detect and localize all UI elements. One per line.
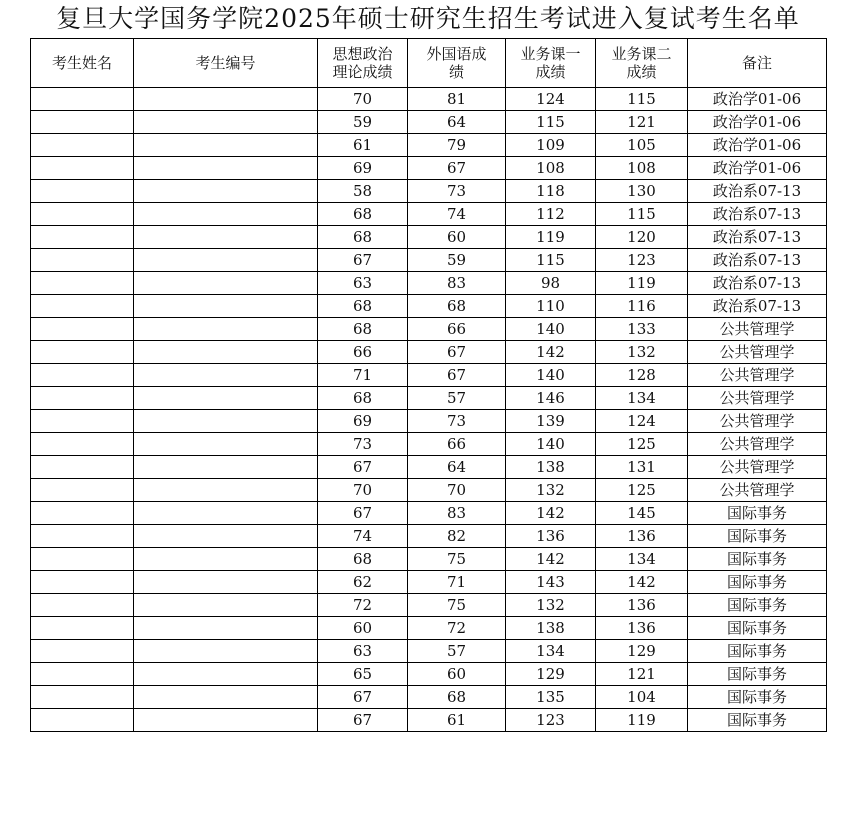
redacted-id-cell	[134, 617, 318, 640]
redacted-id-cell	[134, 134, 318, 157]
course1-cell: 142	[506, 341, 596, 364]
course1-cell: 132	[506, 479, 596, 502]
foreign-cell: 67	[408, 157, 506, 180]
foreign-cell: 68	[408, 295, 506, 318]
redacted-name-cell	[31, 226, 134, 249]
course1-cell: 112	[506, 203, 596, 226]
foreign-cell: 74	[408, 203, 506, 226]
table-row	[31, 640, 827, 663]
remark-cell: 政治系07-13	[688, 249, 827, 272]
remark-cell: 政治学01-06	[688, 157, 827, 180]
redacted-name-cell	[31, 686, 134, 709]
redacted-id-cell	[134, 433, 318, 456]
redacted-name-cell	[31, 364, 134, 387]
redacted-id-cell	[134, 341, 318, 364]
header-row	[31, 39, 827, 88]
course1-cell: 110	[506, 295, 596, 318]
course1-cell: 123	[506, 709, 596, 732]
admission-list-table	[30, 38, 827, 732]
course1-cell: 118	[506, 180, 596, 203]
foreign-cell: 61	[408, 709, 506, 732]
header-course2	[596, 39, 688, 88]
redacted-name-cell	[31, 640, 134, 663]
foreign-cell: 57	[408, 640, 506, 663]
redacted-name-cell	[31, 157, 134, 180]
foreign-cell: 57	[408, 387, 506, 410]
course2-cell: 134	[596, 387, 688, 410]
redacted-name-cell	[31, 387, 134, 410]
course2-cell: 108	[596, 157, 688, 180]
redacted-name-cell	[31, 709, 134, 732]
politics-cell: 68	[318, 203, 408, 226]
course2-cell: 125	[596, 433, 688, 456]
course2-cell: 129	[596, 640, 688, 663]
politics-cell: 67	[318, 456, 408, 479]
course1-cell: 109	[506, 134, 596, 157]
politics-cell: 69	[318, 410, 408, 433]
redacted-id-cell	[134, 88, 318, 111]
politics-cell: 67	[318, 709, 408, 732]
redacted-id-cell	[134, 709, 318, 732]
header-id: 考生编号	[134, 39, 318, 88]
politics-cell: 66	[318, 341, 408, 364]
course1-cell: 108	[506, 157, 596, 180]
redacted-name-cell	[31, 410, 134, 433]
table-row	[31, 295, 827, 318]
foreign-cell: 79	[408, 134, 506, 157]
course2-cell: 124	[596, 410, 688, 433]
redacted-name-cell	[31, 663, 134, 686]
redacted-id-cell	[134, 226, 318, 249]
course2-cell: 104	[596, 686, 688, 709]
course2-cell: 119	[596, 709, 688, 732]
header-politics	[318, 39, 408, 88]
redacted-id-cell	[134, 157, 318, 180]
foreign-cell: 64	[408, 111, 506, 134]
remark-cell: 政治系07-13	[688, 226, 827, 249]
remark-cell: 政治系07-13	[688, 272, 827, 295]
foreign-cell: 70	[408, 479, 506, 502]
politics-cell: 68	[318, 226, 408, 249]
politics-cell: 68	[318, 318, 408, 341]
redacted-name-cell	[31, 341, 134, 364]
course1-cell: 115	[506, 111, 596, 134]
header-foreign-line2: 绩	[448, 63, 464, 81]
table-row	[31, 456, 827, 479]
remark-cell: 公共管理学	[688, 410, 827, 433]
table-row	[31, 88, 827, 111]
redacted-id-cell	[134, 387, 318, 410]
course1-cell: 98	[506, 272, 596, 295]
politics-cell: 67	[318, 249, 408, 272]
politics-cell: 61	[318, 134, 408, 157]
course1-cell: 132	[506, 594, 596, 617]
course1-cell: 146	[506, 387, 596, 410]
remark-cell: 国际事务	[688, 571, 827, 594]
course2-cell: 119	[596, 272, 688, 295]
course2-cell: 134	[596, 548, 688, 571]
politics-cell: 68	[318, 548, 408, 571]
remark-cell: 国际事务	[688, 594, 827, 617]
politics-cell: 74	[318, 525, 408, 548]
course1-cell: 142	[506, 502, 596, 525]
page-title: 复旦大学国务学院2025年硕士研究生招生考试进入复试考生名单	[56, 4, 800, 33]
table-row	[31, 410, 827, 433]
foreign-cell: 71	[408, 571, 506, 594]
foreign-cell: 68	[408, 686, 506, 709]
remark-cell: 公共管理学	[688, 387, 827, 410]
course2-cell: 120	[596, 226, 688, 249]
header-course2-line1: 业务课二	[611, 45, 672, 63]
table-row	[31, 272, 827, 295]
politics-cell: 65	[318, 663, 408, 686]
redacted-name-cell	[31, 203, 134, 226]
course2-cell: 121	[596, 663, 688, 686]
remark-cell: 国际事务	[688, 686, 827, 709]
table-row	[31, 134, 827, 157]
course2-cell: 115	[596, 203, 688, 226]
politics-cell: 59	[318, 111, 408, 134]
foreign-cell: 75	[408, 548, 506, 571]
remark-cell: 公共管理学	[688, 318, 827, 341]
table-row	[31, 203, 827, 226]
course2-cell: 142	[596, 571, 688, 594]
redacted-name-cell	[31, 111, 134, 134]
remark-cell: 公共管理学	[688, 341, 827, 364]
table-row	[31, 226, 827, 249]
course2-cell: 136	[596, 594, 688, 617]
redacted-id-cell	[134, 640, 318, 663]
course1-cell: 136	[506, 525, 596, 548]
redacted-id-cell	[134, 525, 318, 548]
redacted-name-cell	[31, 479, 134, 502]
table-row	[31, 364, 827, 387]
foreign-cell: 60	[408, 226, 506, 249]
redacted-id-cell	[134, 295, 318, 318]
politics-cell: 67	[318, 502, 408, 525]
foreign-cell: 67	[408, 364, 506, 387]
course2-cell: 131	[596, 456, 688, 479]
header-foreign	[408, 39, 506, 88]
foreign-cell: 75	[408, 594, 506, 617]
politics-cell: 70	[318, 479, 408, 502]
remark-cell: 公共管理学	[688, 479, 827, 502]
remark-cell: 政治系07-13	[688, 180, 827, 203]
politics-cell: 62	[318, 571, 408, 594]
header-course1	[506, 39, 596, 88]
politics-cell: 68	[318, 295, 408, 318]
header-foreign-line1: 外国语成	[426, 45, 487, 63]
politics-cell: 72	[318, 594, 408, 617]
course1-cell: 143	[506, 571, 596, 594]
table-row	[31, 318, 827, 341]
table-row	[31, 525, 827, 548]
politics-cell: 70	[318, 88, 408, 111]
remark-cell: 公共管理学	[688, 456, 827, 479]
header-politics-line1: 思想政治	[332, 45, 393, 63]
foreign-cell: 66	[408, 433, 506, 456]
course1-cell: 138	[506, 456, 596, 479]
redacted-name-cell	[31, 88, 134, 111]
redacted-name-cell	[31, 433, 134, 456]
redacted-id-cell	[134, 111, 318, 134]
redacted-name-cell	[31, 525, 134, 548]
remark-cell: 政治学01-06	[688, 111, 827, 134]
course2-cell: 136	[596, 617, 688, 640]
course2-cell: 128	[596, 364, 688, 387]
redacted-id-cell	[134, 410, 318, 433]
table-row	[31, 548, 827, 571]
course1-cell: 135	[506, 686, 596, 709]
redacted-id-cell	[134, 272, 318, 295]
header-course1-line2: 成绩	[535, 63, 566, 81]
politics-cell: 69	[318, 157, 408, 180]
redacted-id-cell	[134, 571, 318, 594]
redacted-id-cell	[134, 548, 318, 571]
remark-cell: 公共管理学	[688, 433, 827, 456]
politics-cell: 60	[318, 617, 408, 640]
table-row	[31, 502, 827, 525]
course1-cell: 140	[506, 318, 596, 341]
course1-cell: 124	[506, 88, 596, 111]
foreign-cell: 82	[408, 525, 506, 548]
course2-cell: 105	[596, 134, 688, 157]
header-name: 考生姓名	[31, 39, 134, 88]
table-row	[31, 686, 827, 709]
remark-cell: 政治系07-13	[688, 203, 827, 226]
course2-cell: 145	[596, 502, 688, 525]
foreign-cell: 73	[408, 180, 506, 203]
course2-cell: 133	[596, 318, 688, 341]
redacted-id-cell	[134, 249, 318, 272]
course1-cell: 115	[506, 249, 596, 272]
course1-cell: 138	[506, 617, 596, 640]
remark-cell: 国际事务	[688, 525, 827, 548]
remark-cell: 政治学01-06	[688, 134, 827, 157]
table-body	[31, 88, 827, 732]
foreign-cell: 60	[408, 663, 506, 686]
table-row	[31, 571, 827, 594]
politics-cell: 71	[318, 364, 408, 387]
remark-cell: 国际事务	[688, 617, 827, 640]
redacted-name-cell	[31, 617, 134, 640]
redacted-id-cell	[134, 180, 318, 203]
redacted-name-cell	[31, 295, 134, 318]
table-row	[31, 663, 827, 686]
foreign-cell: 83	[408, 272, 506, 295]
table-row	[31, 249, 827, 272]
foreign-cell: 64	[408, 456, 506, 479]
table-row	[31, 709, 827, 732]
foreign-cell: 66	[408, 318, 506, 341]
redacted-id-cell	[134, 663, 318, 686]
redacted-name-cell	[31, 571, 134, 594]
header-course2-line2: 成绩	[626, 63, 657, 81]
course1-cell: 140	[506, 364, 596, 387]
foreign-cell: 83	[408, 502, 506, 525]
redacted-id-cell	[134, 318, 318, 341]
table-row	[31, 157, 827, 180]
header-politics-line2: 理论成绩	[332, 63, 393, 81]
course1-cell: 142	[506, 548, 596, 571]
table-row	[31, 594, 827, 617]
foreign-cell: 67	[408, 341, 506, 364]
remark-cell: 国际事务	[688, 548, 827, 571]
politics-cell: 58	[318, 180, 408, 203]
course2-cell: 132	[596, 341, 688, 364]
table-row	[31, 617, 827, 640]
remark-cell: 国际事务	[688, 663, 827, 686]
politics-cell: 63	[318, 272, 408, 295]
course2-cell: 116	[596, 295, 688, 318]
foreign-cell: 81	[408, 88, 506, 111]
remark-cell: 国际事务	[688, 502, 827, 525]
course2-cell: 136	[596, 525, 688, 548]
course1-cell: 139	[506, 410, 596, 433]
table-row	[31, 180, 827, 203]
course2-cell: 130	[596, 180, 688, 203]
table-row	[31, 387, 827, 410]
foreign-cell: 73	[408, 410, 506, 433]
course2-cell: 115	[596, 88, 688, 111]
politics-cell: 73	[318, 433, 408, 456]
foreign-cell: 72	[408, 617, 506, 640]
row-tick	[31, 731, 35, 732]
remark-cell: 国际事务	[688, 709, 827, 732]
remark-cell: 公共管理学	[688, 364, 827, 387]
course1-cell: 129	[506, 663, 596, 686]
redacted-id-cell	[134, 364, 318, 387]
course2-cell: 121	[596, 111, 688, 134]
table-row	[31, 341, 827, 364]
table-row	[31, 433, 827, 456]
redacted-name-cell	[31, 180, 134, 203]
redacted-id-cell	[134, 686, 318, 709]
politics-cell: 68	[318, 387, 408, 410]
remark-cell: 政治系07-13	[688, 295, 827, 318]
course1-cell: 134	[506, 640, 596, 663]
politics-cell: 67	[318, 686, 408, 709]
redacted-name-cell	[31, 502, 134, 525]
politics-cell: 63	[318, 640, 408, 663]
course1-cell: 140	[506, 433, 596, 456]
redacted-name-cell	[31, 318, 134, 341]
header-course1-line1: 业务课一	[520, 45, 581, 63]
remark-cell: 政治学01-06	[688, 88, 827, 111]
redacted-id-cell	[134, 594, 318, 617]
redacted-name-cell	[31, 594, 134, 617]
redacted-id-cell	[134, 479, 318, 502]
redacted-id-cell	[134, 203, 318, 226]
redacted-id-cell	[134, 502, 318, 525]
redacted-name-cell	[31, 548, 134, 571]
foreign-cell: 59	[408, 249, 506, 272]
course2-cell: 123	[596, 249, 688, 272]
table-row	[31, 479, 827, 502]
redacted-name-cell	[31, 272, 134, 295]
course2-cell: 125	[596, 479, 688, 502]
header-remark: 备注	[688, 39, 827, 88]
redacted-name-cell	[31, 134, 134, 157]
course1-cell: 119	[506, 226, 596, 249]
redacted-name-cell	[31, 249, 134, 272]
redacted-name-cell	[31, 456, 134, 479]
remark-cell: 国际事务	[688, 640, 827, 663]
redacted-id-cell	[134, 456, 318, 479]
table-row	[31, 111, 827, 134]
